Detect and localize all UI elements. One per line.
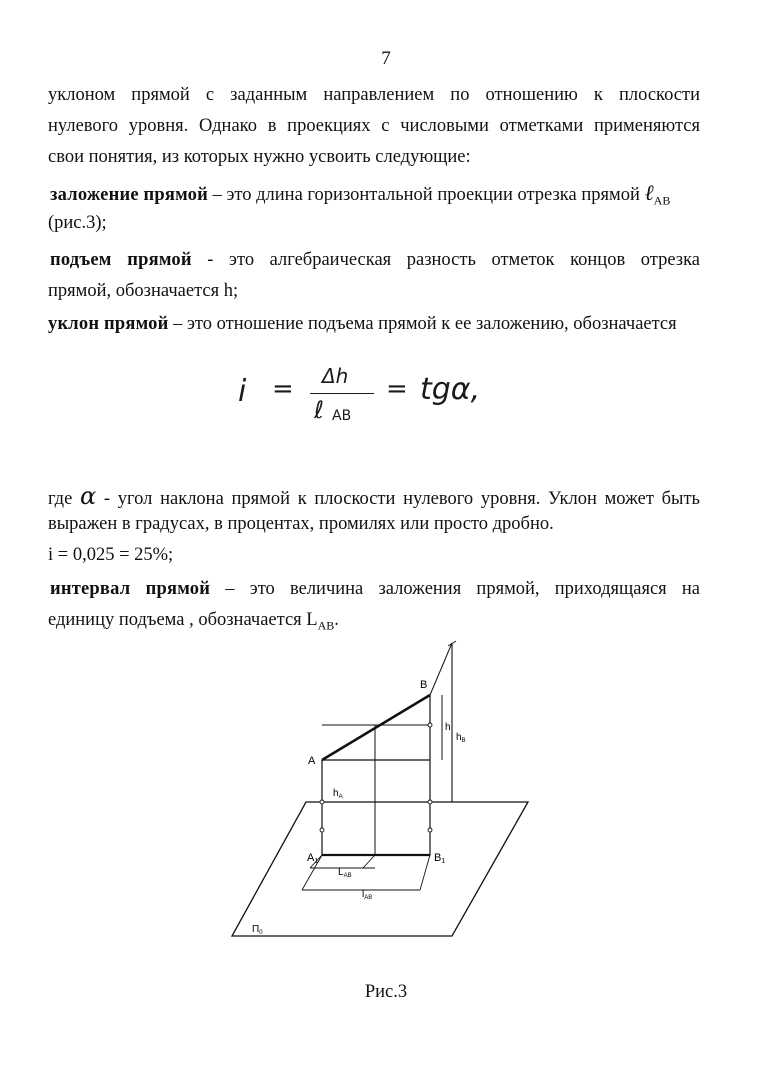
uklon-text: – это отношение подъема прямой к ее заложению, обозначается — [168, 314, 677, 334]
label-b: B — [420, 679, 428, 691]
formula-denominator-ell: ℓ — [314, 396, 324, 424]
zalozhenie-text: – это длина горизонтальной проекции отрезка прямой — [207, 185, 645, 205]
ell-symbol: ℓ — [644, 181, 654, 206]
label-LAB: $L_{AB}$ — [338, 867, 352, 879]
formula-tg-alpha: tgα, — [420, 372, 481, 407]
ell-subscript: AB — [653, 193, 671, 208]
interval-subscript: AB — [317, 618, 335, 633]
b-helper-line — [430, 643, 452, 695]
example-slope: i = 0,025 = 25%; — [48, 545, 174, 565]
label-hB: $h_B$ — [456, 732, 466, 744]
intro-line-2: нулевого уровня. Однако в проекциях с числовыми отметками применяются — [48, 116, 700, 136]
lab-ext-right — [363, 855, 375, 868]
interval-line-2-end: . — [334, 610, 339, 630]
formula-equals-1: = — [272, 374, 294, 404]
term-interval: интервал прямой — [50, 579, 211, 599]
gde-line-2: выражен в градусах, в процентах, промилях или просто дробно. — [48, 514, 554, 534]
podyem-line-1 — [50, 251, 700, 270]
segment-ab — [322, 695, 430, 760]
alpha-symbol: α — [80, 482, 97, 510]
interval-line-2 — [48, 611, 339, 632]
formula-denominator-sub: AB — [332, 408, 352, 424]
slope-formula — [230, 362, 500, 432]
fraction-bar — [310, 393, 374, 394]
podyem-line-2: прямой, обозначается h; — [48, 281, 239, 301]
marker-b-plane — [428, 800, 432, 804]
marker-b-low — [428, 828, 432, 832]
podyem-text: - это алгебраическая разность отметок концов отрезка — [191, 250, 700, 270]
label-h: h — [445, 722, 451, 733]
marker-a-low — [320, 828, 324, 832]
gde-line-1 — [48, 484, 700, 509]
intro-line-3: свои понятия, из которых нужно усвоить следующие: — [48, 147, 471, 167]
interval-text: – это величина заложения прямой, приходящаяся на — [210, 579, 700, 599]
l-ab-ext-right — [420, 855, 430, 890]
term-zalozhenie: заложение прямой — [50, 185, 208, 205]
interval-line-2-text: единицу подъема , обозначается L — [48, 610, 318, 630]
marker-b-mid — [428, 723, 432, 727]
gde-prefix: где — [48, 489, 80, 509]
label-b1: B1 — [434, 852, 446, 865]
gde-text: - угол наклона прямой к плоскости нулевого уровня. Уклон может быть — [96, 489, 700, 509]
figure-caption: Рис.3 — [364, 982, 408, 1002]
marker-a-plane — [320, 800, 324, 804]
figure-3-diagram — [230, 640, 530, 940]
uklon-line-1 — [48, 315, 677, 334]
zalozhenie-line-2: (рис.3); — [48, 213, 107, 233]
intro-line-1: уклоном прямой с заданным направлением по отношению к плоскости — [48, 85, 700, 105]
label-plane-p0: $П_0$ — [252, 924, 263, 936]
label-lAB: $l_{AB}$ — [362, 889, 373, 901]
label-hA: $h_A$ — [333, 788, 343, 800]
plane-p0 — [232, 802, 528, 936]
interval-line-1 — [50, 580, 700, 599]
term-podyem: подъем прямой — [50, 250, 192, 270]
term-uklon: уклон прямой — [48, 314, 169, 334]
formula-numerator: Δh — [322, 364, 349, 388]
zalozhenie-line-1 — [50, 183, 670, 207]
formula-equals-2: = — [386, 374, 408, 404]
label-a: A — [308, 755, 316, 767]
label-a1: A1 — [307, 852, 319, 865]
page-number: 7 — [381, 48, 391, 69]
formula-i: i — [238, 374, 247, 409]
